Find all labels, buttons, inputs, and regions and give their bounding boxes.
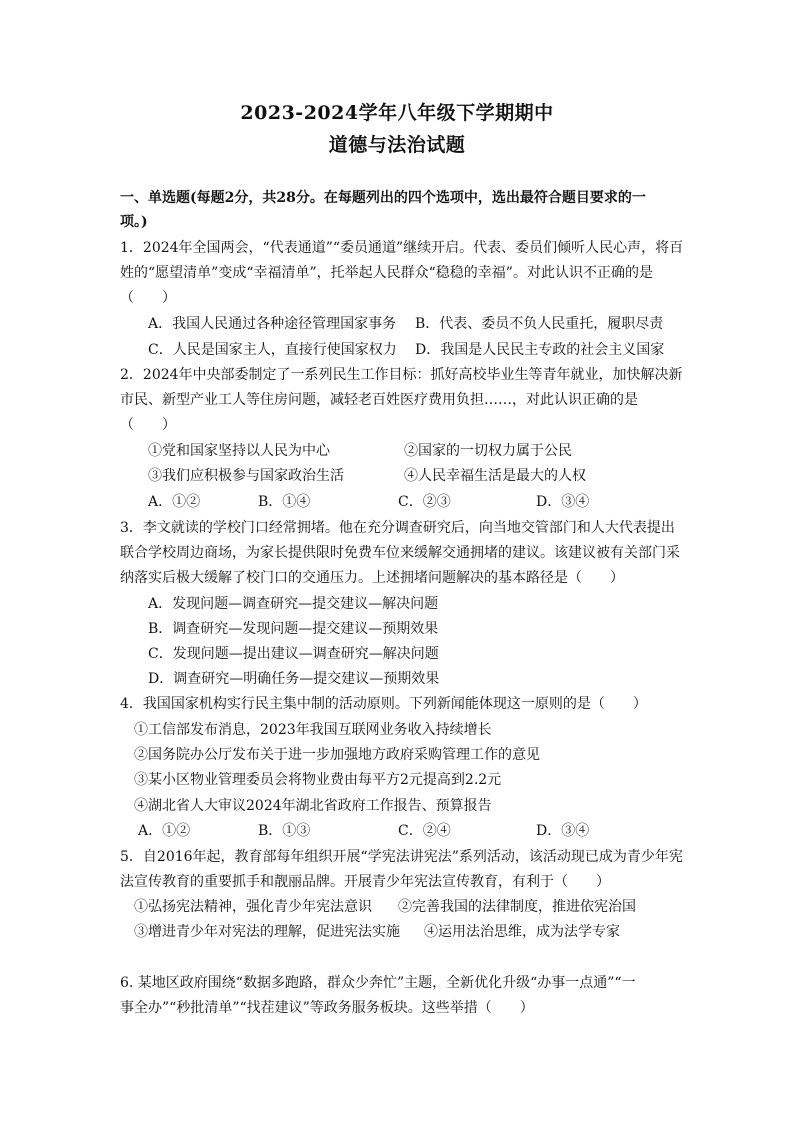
q3-option-d: D．调查研究—明确任务—提交建议—预期效果	[148, 671, 440, 687]
q4-option-c: C．②④	[398, 823, 451, 839]
q1-option-a: A．我国人民通过各种途径管理国家事务	[148, 316, 397, 332]
q5-statement-2: ②完善我国的法律制度，推进依宪治国	[398, 899, 636, 915]
q2-statement-1: ①党和国家坚持以人民为中心	[148, 443, 330, 459]
q4-option-b: B．①③	[258, 823, 311, 839]
q2-stem-line1: 2．2024年中央部委制定了一系列民生工作目标：抓好高校毕业生等青年就业，加快解决新	[120, 367, 683, 383]
q3-stem-line2: 联合学校周边商场，为家长提供限时免费车位来缓解交通拥堵的建议。该建议被有关部门采	[120, 545, 680, 561]
section-heading-line1: 一、单选题(每题2分，共28分。在每题列出的四个选项中，选出最符合题目要求的一	[120, 190, 646, 206]
q4-stem-line1: 4．我国国家机构实行民主集中制的活动原则。下列新闻能体现这一原则的是（ ）	[120, 696, 647, 712]
section-heading-line2: 项。)	[120, 214, 148, 230]
q6-stem-line2: 事全办”“秒批清单”“找茬建议”等政务服务板块。这些举措（ ）	[120, 1000, 534, 1016]
q4-statement-3: ③某小区物业管理委员会将物业费由每平方2元提高到2.2元	[134, 772, 502, 788]
q3-stem-line1: 3．李文就读的学校门口经常拥堵。他在充分调查研究后，向当地交管部门和人大代表提出	[120, 520, 675, 536]
q2-option-c: C．②③	[398, 494, 451, 510]
q2-option-d: D．③④	[536, 494, 590, 510]
exam-title-line1: 2023-2024学年八年级下学期期中	[240, 102, 554, 124]
q1-stem-line1: 1．2024年全国两会，“代表通道”“委员通道”继续开启。代表、委员们倾听人民心声，将百	[120, 240, 684, 256]
q4-option-a: A．①②	[138, 823, 191, 839]
q5-statement-1: ①弘扬宪法精神，强化青少年宪法意识	[134, 899, 372, 915]
q2-stem-line2: 市民、新型产业工人等住房问题，减轻老百姓医疗费用负担……，对此认识正确的是	[120, 392, 638, 408]
q1-stem-line2: 姓的“愿望清单”变成“幸福清单”，托举起人民群众“稳稳的幸福”。对此认识不正确的是	[120, 265, 653, 281]
q5-statement-3: ③增进青少年对宪法的理解，促进宪法实施	[134, 924, 400, 940]
q4-statement-2: ②国务院办公厅发布关于进一步加强地方政府采购管理工作的意见	[134, 747, 540, 763]
q1-option-b: B．代表、委员不负人民重托，履职尽责	[415, 316, 664, 332]
q3-option-c: C．发现问题—提出建议—调查研究—解决问题	[148, 646, 439, 662]
q1-option-d: D．我国是人民民主专政的社会主义国家	[415, 342, 665, 358]
q3-option-b: B．调查研究—发现问题—提交建议—预期效果	[148, 621, 439, 637]
q2-answer-blank: （ ）	[120, 417, 176, 433]
q5-stem-line2: 法宣传教育的重要抓手和靓丽品牌。开展青少年宪法宣传教育，有利于（ ）	[120, 874, 610, 890]
q2-option-a: A．①②	[148, 494, 201, 510]
q4-statement-1: ①工信部发布消息，2023年我国互联网业务收入持续增长	[134, 722, 492, 738]
q3-option-a: A．发现问题—调查研究—提交建议—解决问题	[148, 596, 439, 612]
q2-statement-4: ④人民幸福生活是最大的人权	[404, 468, 586, 484]
q2-statement-3: ③我们应积极参与国家政治生活	[148, 468, 344, 484]
q5-stem-line1: 5．自2016年起，教育部每年组织开展“学宪法讲宪法”系列活动，该活动现已成为青少年宪	[120, 849, 683, 865]
q2-option-b: B．①④	[258, 494, 311, 510]
q4-option-d: D．③④	[536, 823, 590, 839]
q5-statement-4: ④运用法治思维，成为法学专家	[424, 924, 620, 940]
q2-statement-2: ②国家的一切权力属于公民	[404, 443, 572, 459]
q1-option-c: C．人民是国家主人，直接行使国家权力	[148, 342, 397, 358]
q6-stem-line1: 6. 某地区政府围绕“数据多跑路，群众少奔忙”主题，全新优化升级“办事一点通”“一	[120, 975, 636, 991]
q3-stem-line3: 纳落实后极大缓解了校门口的交通压力。上述拥堵问题解决的基本路径是（ ）	[120, 570, 624, 586]
q1-answer-blank: （ ）	[120, 290, 176, 306]
exam-title-line2: 道德与法治试题	[328, 134, 466, 156]
q4-statement-4: ④湖北省人大审议2024年湖北省政府工作报告、预算报告	[134, 798, 492, 814]
